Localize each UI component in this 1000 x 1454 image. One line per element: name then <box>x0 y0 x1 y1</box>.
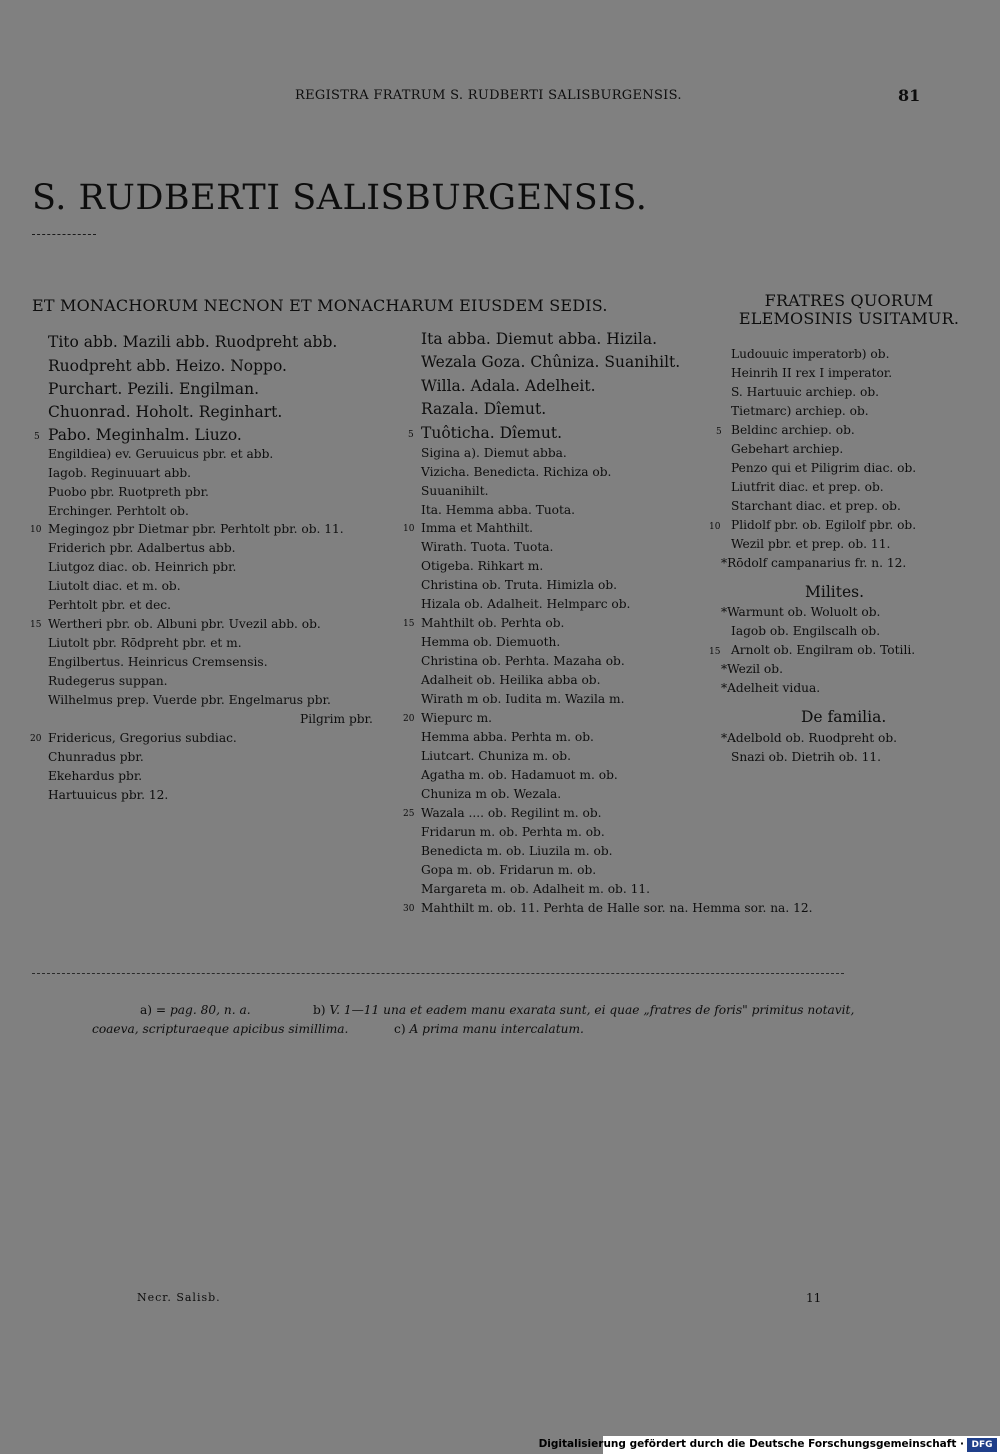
entry-line: Razala. Dîemut. <box>421 400 547 418</box>
entry-line: Tietmarc) archiep. ob. <box>731 404 869 418</box>
entry-line: S. Hartuuic archiep. ob. <box>731 385 880 399</box>
line-number: 15 <box>709 647 721 657</box>
entry-line: Iagob. Reginuuart abb. <box>48 466 192 480</box>
footnote-rule <box>32 973 844 974</box>
entry-line: Imma et Mahthilt. <box>421 521 533 535</box>
entry-line: Gebehart archiep. <box>731 442 844 456</box>
entry-line: Ita. Hemma abba. Tuota. <box>421 503 576 517</box>
entry-line: Mahthilt m. ob. 11. Perhta de Halle sor. na. Hemma sor. na. 12. <box>421 901 813 915</box>
entry-line: Megingoz pbr Dietmar pbr. Perhtolt pbr. ob. 11. <box>48 522 344 536</box>
entry-line: Heinrih II rex I imperator. <box>731 366 893 380</box>
entry-line: Hemma ob. Diemuoth. <box>421 635 561 649</box>
entry-line: Purchart. Pezili. Engilman. <box>48 380 259 398</box>
entry-line: Puobo pbr. Ruotpreth pbr. <box>48 485 209 499</box>
entry-line: Ruodpreht abb. Heizo. Noppo. <box>48 357 287 375</box>
entry-line: Liutolt diac. et m. ob. <box>48 579 181 593</box>
footnote-text: A prima manu intercalatum. <box>409 1022 584 1036</box>
page-number: 81 <box>898 86 921 105</box>
entry-line: Beldinc archiep. ob. <box>731 423 855 437</box>
title-rule <box>32 234 96 235</box>
entry-line: Fridericus, Gregorius subdiac. <box>48 731 237 745</box>
entry-line: Arnolt ob. Engilram ob. Totili. <box>731 643 916 657</box>
entry-line: Ekehardus pbr. <box>48 769 143 783</box>
entry-line-continued: Pilgrim pbr. <box>300 712 373 726</box>
entry-line: Wirath m ob. Iudita m. Wazila m. <box>421 692 625 706</box>
line-number: 15 <box>403 619 415 629</box>
entry-line: *Rōdolf campanarius fr. n. 12. <box>721 556 907 570</box>
entry-line: Liutgoz diac. ob. Heinrich pbr. <box>48 560 237 574</box>
entry-line: Rudegerus suppan. <box>48 674 168 688</box>
entry-line: Erchinger. Perhtolt ob. <box>48 504 189 518</box>
entry-line: Wiepurc m. <box>421 711 493 725</box>
entry-line: Mahthilt ob. Perhta ob. <box>421 616 565 630</box>
footnote-mark: c) <box>394 1022 406 1036</box>
line-number: 25 <box>403 809 415 819</box>
entry-line: Hartuuicus pbr. 12. <box>48 788 169 802</box>
entry-line: Friderich pbr. Adalbertus abb. <box>48 541 236 555</box>
line-number: 5 <box>716 427 722 437</box>
line-number: 30 <box>403 904 415 914</box>
entry-line: Wertheri pbr. ob. Albuni pbr. Uvezil abb. ob. <box>48 617 321 631</box>
entry-line: Sigina a). Diemut abba. <box>421 446 567 460</box>
entry-line: Chuonrad. Hoholt. Reginhart. <box>48 403 283 421</box>
entry-line: Snazi ob. Dietrih ob. 11. <box>731 750 882 764</box>
footnote-mark: a) <box>140 1003 153 1017</box>
footnote-a <box>140 1003 251 1017</box>
line-number: 10 <box>30 525 42 535</box>
funding-notice-bar <box>538 1436 1000 1454</box>
dfg-logo-icon: DFG <box>967 1438 997 1452</box>
entry-line: Margareta m. ob. Adalheit m. ob. 11. <box>421 882 650 896</box>
entry-line: Gopa m. ob. Fridarun m. ob. <box>421 863 597 877</box>
footnote-c <box>394 1022 584 1036</box>
entry-line: Penzo qui et Piligrim diac. ob. <box>731 461 917 475</box>
entry-line: Wazala .... ob. Regilint m. ob. <box>421 806 602 820</box>
line-number: 10 <box>403 524 415 534</box>
entry-line: Tuôticha. Dîemut. <box>421 424 562 442</box>
entry-line: Christina ob. Perhta. Mazaha ob. <box>421 654 625 668</box>
page-signature: Necr. Salisb. <box>137 1291 221 1304</box>
entry-line: Wezala Goza. Chûniza. Suanihilt. <box>421 353 681 371</box>
entry-line: Plidolf pbr. ob. Egilolf pbr. ob. <box>731 518 917 532</box>
right-column-heading: FRATRES QUORUM ELEMOSINIS USITAMUR. <box>738 291 960 328</box>
entry-line: Liutcart. Chuniza m. ob. <box>421 749 571 763</box>
entry-line: Fridarun m. ob. Perhta m. ob. <box>421 825 605 839</box>
entry-line: *Wezil ob. <box>721 662 783 676</box>
funding-notice: Digitalisierung gefördert durch die Deutsche Forschungsgemeinschaft · <box>538 1438 964 1450</box>
milites-heading: Milites. <box>805 583 865 601</box>
running-head: REGISTRA FRATRUM S. RUDBERTI SALISBURGENSIS. <box>295 88 682 103</box>
entry-line: Ludouuic imperatorb) ob. <box>731 347 890 361</box>
entry-line: Iagob ob. Engilscalh ob. <box>731 624 881 638</box>
entry-line: Christina ob. Truta. Himizla ob. <box>421 578 617 592</box>
entry-line: Chuniza m ob. Wezala. <box>421 787 562 801</box>
familia-heading: De familia. <box>801 708 887 726</box>
footnote-b <box>313 1003 854 1017</box>
line-number: 5 <box>34 432 40 442</box>
entry-line: Chunradus pbr. <box>48 750 144 764</box>
entry-line: Engildiea) ev. Geruuicus pbr. et abb. <box>48 447 274 461</box>
entry-line: Liutolt pbr. Rōdpreht pbr. et m. <box>48 636 242 650</box>
footnote-text: V. 1—11 una et eadem manu exarata sunt, ei quae „fratres de foris" primitus notavit, <box>329 1003 855 1017</box>
entry-line: Starchant diac. et prep. ob. <box>731 499 901 513</box>
line-number: 15 <box>30 620 42 630</box>
main-title: S. RUDBERTI SALISBURGENSIS. <box>32 178 648 218</box>
sheet-number: 11 <box>806 1291 822 1305</box>
line-number: 10 <box>709 522 721 532</box>
entry-line: Wirath. Tuota. Tuota. <box>421 540 554 554</box>
entry-line: Adalheit ob. Heilika abba ob. <box>421 673 601 687</box>
entry-line: Otigeba. Rihkart m. <box>421 559 544 573</box>
entry-line: Liutfrit diac. et prep. ob. <box>731 480 884 494</box>
entry-line: Tito abb. Mazili abb. Ruodpreht abb. <box>48 333 338 351</box>
entry-line: Wezil pbr. et prep. ob. 11. <box>731 537 891 551</box>
entry-line: *Adelbold ob. Ruodpreht ob. <box>721 731 898 745</box>
footnote-mark: b) <box>313 1003 326 1017</box>
entry-line: Benedicta m. ob. Liuzila m. ob. <box>421 844 613 858</box>
entry-line: Ita abba. Diemut abba. Hizila. <box>421 330 657 348</box>
entry-line: Perhtolt pbr. et dec. <box>48 598 171 612</box>
line-number: 5 <box>408 430 414 440</box>
entry-line: *Adelheit vidua. <box>721 681 821 695</box>
entry-line: Hemma abba. Perhta m. ob. <box>421 730 594 744</box>
entry-line: Wilhelmus prep. Vuerde pbr. Engelmarus pbr. <box>48 693 331 707</box>
left-column-heading: ET MONACHORUM NECNON ET MONACHARUM EIUSDEM SEDIS. <box>32 296 608 315</box>
footnote-text: = pag. 80, n. a. <box>155 1003 251 1017</box>
line-number: 20 <box>30 734 42 744</box>
entry-line: Suuanihilt. <box>421 484 489 498</box>
entry-line: *Warmunt ob. Woluolt ob. <box>721 605 881 619</box>
entry-line: Vizicha. Benedicta. Richiza ob. <box>421 465 612 479</box>
entry-line: Willa. Adala. Adelheit. <box>421 377 596 395</box>
entry-line: Hizala ob. Adalheit. Helmparc ob. <box>421 597 631 611</box>
line-number: 20 <box>403 714 415 724</box>
entry-line: Pabo. Meginhalm. Liuzo. <box>48 426 242 444</box>
entry-line: Engilbertus. Heinricus Cremsensis. <box>48 655 268 669</box>
footnote-b-continued: coaeva, scripturaeque apicibus simillima. <box>92 1022 349 1036</box>
entry-line: Agatha m. ob. Hadamuot m. ob. <box>421 768 618 782</box>
